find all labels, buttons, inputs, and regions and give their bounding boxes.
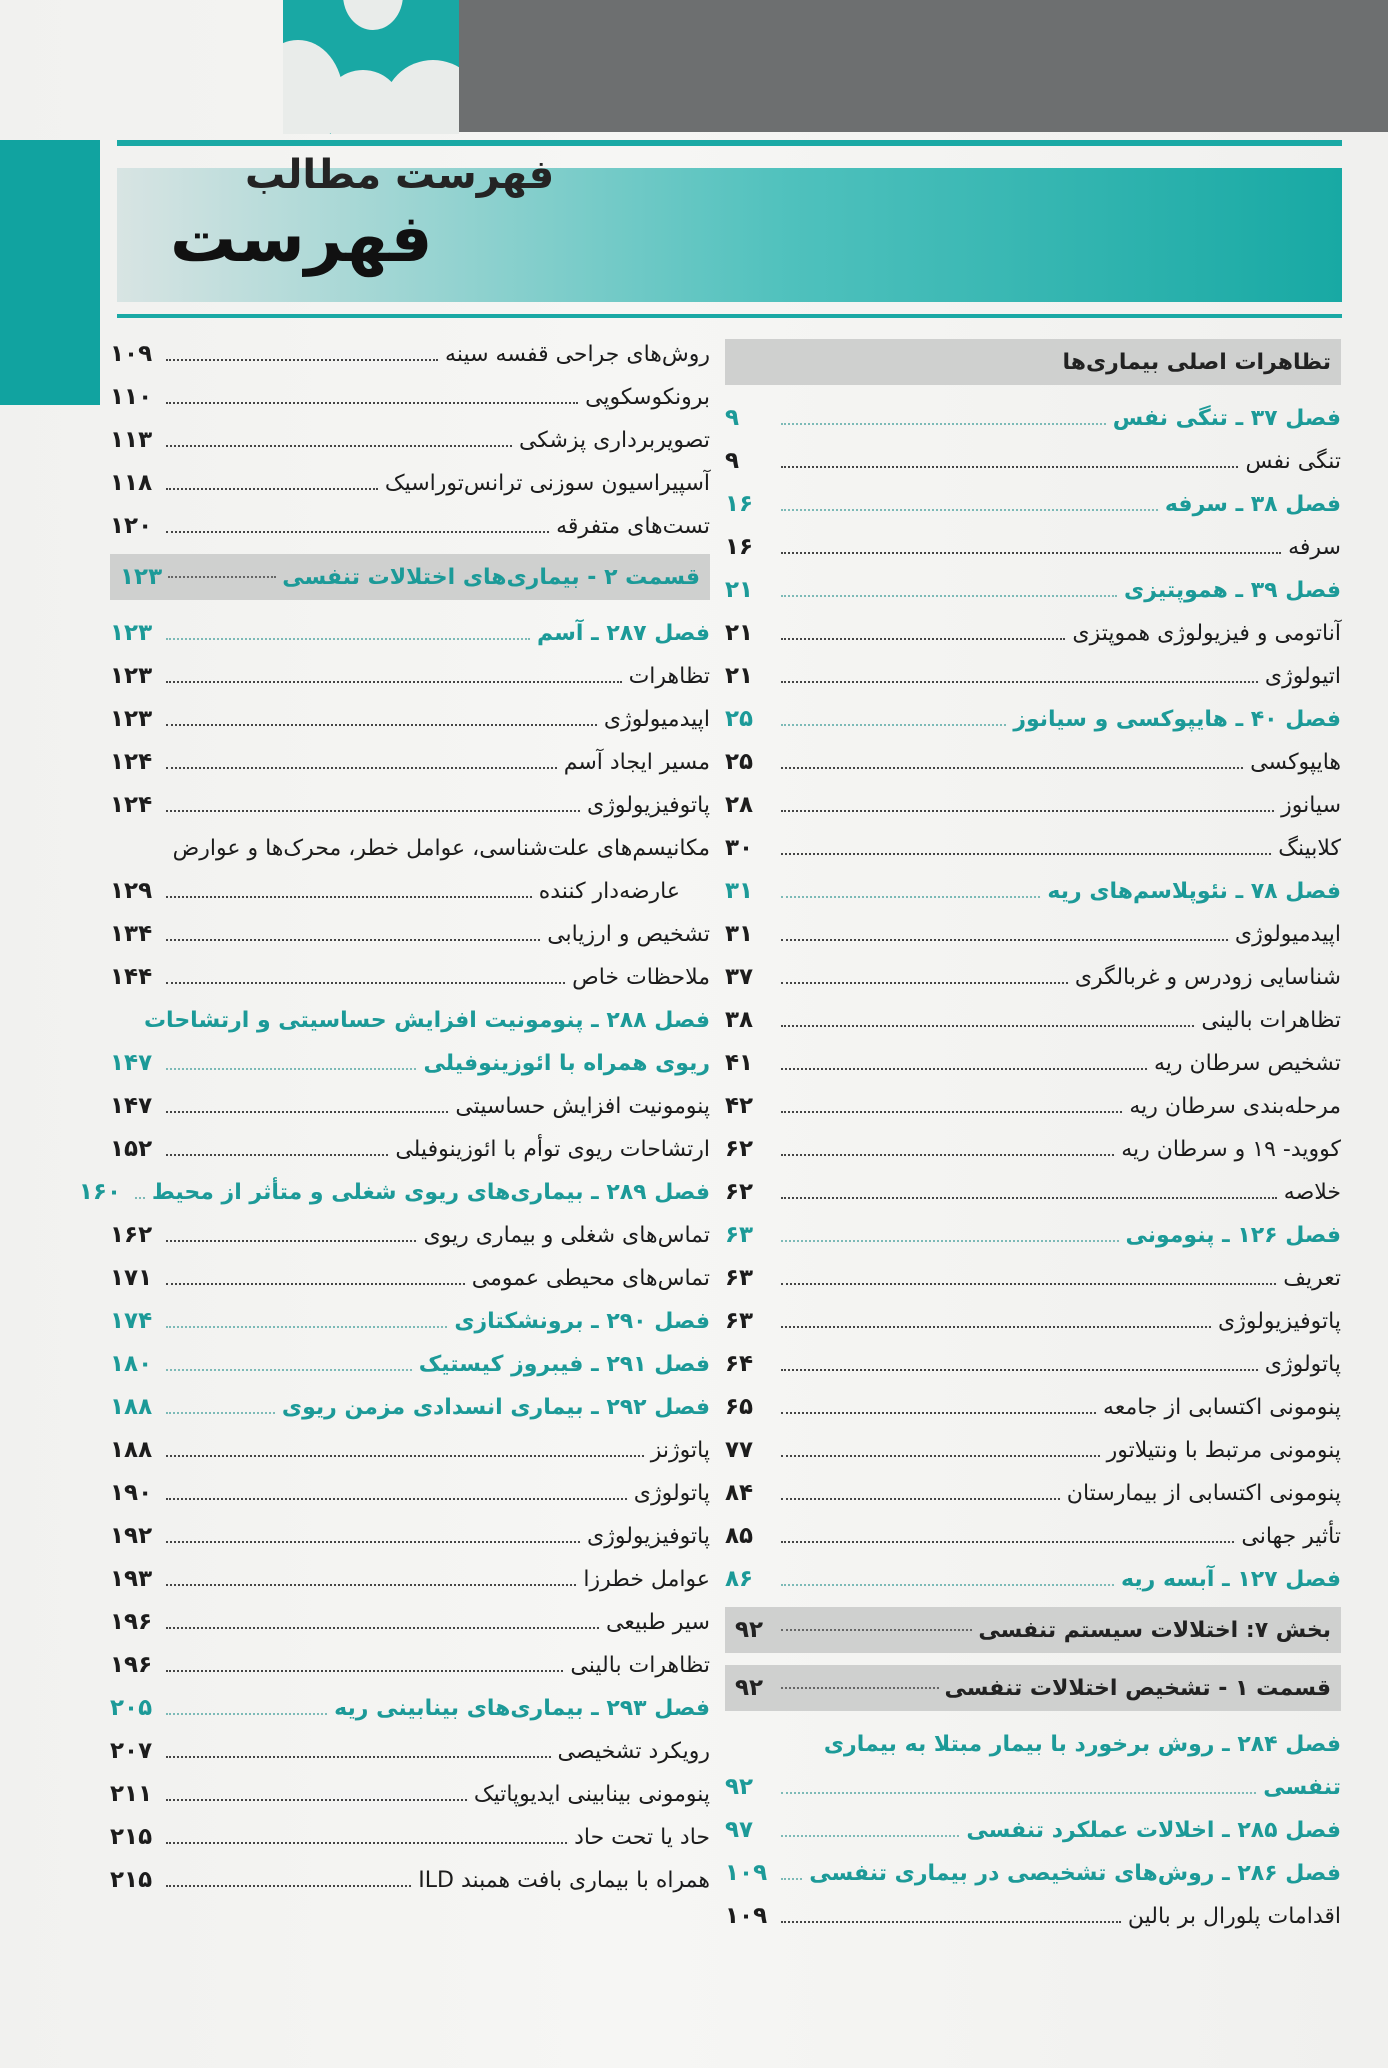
page-number: ۱۲۴ [110, 749, 153, 775]
toc-chapter-entry [725, 1214, 1341, 1257]
dot-leader [166, 1498, 627, 1500]
entry-title: فصل ۲۹۱ ـ فیبروز کیستیک [418, 1352, 710, 1377]
entry-title: عارضه‌دار کننده [538, 879, 680, 904]
toc-entry [725, 999, 1341, 1042]
entry-title: خلاصه [1283, 1180, 1341, 1205]
entry-title: فصل ۷۸ ـ نئوپلاسم‌های ریه [1047, 879, 1341, 904]
toc-entry [110, 655, 710, 698]
toc-entry [725, 612, 1341, 655]
toc-entry [110, 1128, 710, 1171]
toc-chapter-entry [725, 397, 1341, 440]
entry-title: سیانوز [1281, 793, 1341, 818]
dot-leader [781, 1584, 1114, 1586]
entry-title: پنومونیت افزایش حساسیتی [455, 1094, 710, 1119]
dot-leader [166, 1283, 465, 1285]
toc-entry [110, 1214, 710, 1257]
toc-chapter-entry [725, 1809, 1341, 1852]
toc-entry [725, 956, 1341, 999]
page-subtitle: فهرست مطالب [245, 152, 555, 198]
toc-entry [110, 1558, 710, 1601]
dot-leader [166, 1240, 416, 1242]
dot-leader [781, 939, 1228, 941]
entry-title: تنگی نفس [1245, 449, 1341, 474]
page-number: ۱۲۰ [110, 513, 153, 539]
toc-entry [725, 1300, 1341, 1343]
entry-title: تشخیص سرطان ریه [1153, 1051, 1341, 1076]
page-number: ۱۱۸ [110, 470, 153, 496]
entry-title: پاتولوژی [633, 1481, 710, 1506]
dot-leader [781, 509, 1158, 511]
entry-title: کووید- ۱۹ و سرطان ریه [1121, 1137, 1341, 1162]
toc-column-left [78, 333, 710, 1902]
section-title: بخش ۷: اختلالات سیستم تنفسی [978, 1617, 1331, 1643]
entry-title: پاتوژنز [650, 1438, 710, 1463]
toc-entry [725, 526, 1341, 569]
toc-entry [110, 1515, 710, 1558]
entry-title: تأثیر جهانی [1241, 1524, 1341, 1549]
toc-chapter-entry [110, 1343, 710, 1386]
dot-leader [166, 1756, 551, 1758]
toc-chapter-entry [725, 1852, 1341, 1895]
toc-entry [725, 1085, 1341, 1128]
page-number: ۱۷۱ [110, 1265, 153, 1291]
entry-title: اقدامات پلورال بر بالین [1127, 1904, 1341, 1929]
dot-leader [166, 1369, 412, 1371]
dot-leader [781, 1197, 1277, 1199]
toc-entry [725, 1257, 1341, 1300]
page-number: ۱۲۳ [110, 620, 153, 646]
toc-entry [110, 1601, 710, 1644]
toc-entry [725, 1171, 1341, 1214]
page-number: ۲۱۵ [110, 1824, 153, 1850]
page-number: ۱۹۶ [110, 1652, 153, 1678]
page-number: ۱۱۰ [110, 384, 153, 410]
dot-leader [781, 1283, 1276, 1285]
page-number: ۶۳ [725, 1308, 754, 1334]
dot-leader [781, 1111, 1122, 1113]
dot-leader [166, 1111, 448, 1113]
entry-title: پنومونی اکتسابی از بیمارستان [1066, 1481, 1341, 1506]
entry-title: تظاهرات [628, 664, 710, 689]
dot-leader [166, 402, 578, 404]
entry-title: ریوی همراه با ائوزینوفیلی [423, 1051, 710, 1076]
page-number: ۳۸ [725, 1007, 754, 1033]
toc-entry [110, 1429, 710, 1472]
entry-title: روش‌های جراحی قفسه سینه [445, 342, 710, 367]
dot-leader [781, 423, 1106, 425]
page-number: ۶۲ [725, 1179, 754, 1205]
entry-title: فصل ۲۹۰ ـ برونشکتازی [454, 1309, 710, 1334]
dot-leader [166, 445, 512, 447]
toc-entry [725, 1515, 1341, 1558]
toc-section-header [725, 339, 1341, 385]
section-title: قسمت ۲ - بیماری‌های اختلالات تنفسی [282, 564, 700, 590]
page-number: ۱۶ [725, 491, 754, 517]
page-number: ۱۷۴ [110, 1308, 153, 1334]
page-number: ۹۲ [735, 1617, 764, 1643]
toc-entry [110, 333, 710, 376]
dot-leader [781, 1326, 1211, 1328]
entry-title: رویکرد تشخیصی [557, 1739, 710, 1764]
top-decorative-image [283, 0, 459, 134]
toc-entry [110, 1730, 710, 1773]
toc-entry [110, 698, 710, 741]
page-number: ۱۶۰ [78, 1179, 121, 1205]
toc-section-header [725, 1665, 1341, 1711]
dot-leader [166, 724, 597, 726]
entry-title: تظاهرات بالینی [570, 1653, 710, 1678]
toc-entry [110, 376, 710, 419]
page-number: ۹ [725, 405, 740, 431]
page-number: ۱۹۲ [110, 1523, 153, 1549]
page-number: ۲۸ [725, 792, 754, 818]
dot-leader [166, 531, 549, 533]
page-number: ۹۲ [725, 1774, 754, 1800]
page-number: ۱۲۹ [110, 878, 153, 904]
entry-title: عوامل خطرزا [583, 1567, 710, 1592]
dot-leader [781, 1068, 1147, 1070]
toc-entry [110, 784, 710, 827]
dot-leader [166, 982, 565, 984]
toc-chapter-entry [725, 698, 1341, 741]
dot-leader [166, 896, 532, 898]
toc-chapter-entry [110, 1687, 710, 1730]
entry-title: سرفه [1288, 535, 1341, 560]
dot-leader [166, 1068, 416, 1070]
entry-title: مرحله‌بندی سرطان ریه [1129, 1094, 1341, 1119]
entry-title: اتیولوژی [1264, 664, 1341, 689]
dot-leader [781, 466, 1238, 468]
toc-chapter-entry [110, 1386, 710, 1429]
entry-title: تعریف [1283, 1266, 1341, 1291]
page-number: ۲۰۷ [110, 1738, 153, 1764]
toc-chapter-entry [725, 1766, 1341, 1809]
page-number: ۱۲۳ [110, 706, 153, 732]
page-number: ۱۴۷ [110, 1093, 153, 1119]
toc-column-right [725, 333, 1341, 1938]
page-number: ۲۱۱ [110, 1781, 153, 1807]
toc-entry [110, 741, 710, 784]
toc-entry [110, 462, 710, 505]
page-number: ۲۱ [725, 577, 754, 603]
dot-leader [781, 1240, 1119, 1242]
page-number: ۱۱۳ [110, 427, 153, 453]
entry-title: هایپوکسی [1250, 750, 1341, 775]
page-number: ۲۱ [725, 620, 754, 646]
page-number: ۲۵ [725, 706, 754, 732]
toc-chapter-entry [725, 870, 1341, 913]
page-number: ۶۲ [725, 1136, 754, 1162]
dot-leader [166, 359, 438, 361]
left-teal-tab [0, 140, 100, 405]
entry-title: آناتومی و فیزیولوژی هموپتزی [1072, 621, 1341, 646]
entry-title: شناسایی زودرس و غربالگری [1074, 965, 1341, 990]
entry-title: مسیر ایجاد آسم [563, 750, 710, 775]
toc-wrapped-line: فصل ۲۸۸ ـ پنومونیت افزایش حساسیتی و ارتشاحات [143, 1008, 710, 1033]
toc-chapter-entry [78, 1171, 710, 1214]
toc-entry [725, 827, 1341, 870]
toc-chapter-entry [725, 1558, 1341, 1601]
entry-title: پاتولوژی [1264, 1352, 1341, 1377]
dot-leader [781, 853, 1271, 855]
toc-entry [110, 1773, 710, 1816]
dot-leader [168, 576, 276, 578]
dot-leader [166, 1455, 644, 1457]
toc-entry [110, 1472, 710, 1515]
toc-entry [110, 956, 710, 999]
page-number: ۱۸۸ [110, 1394, 153, 1420]
toc-entry [110, 505, 710, 548]
dot-leader [166, 488, 378, 490]
dot-leader [166, 1627, 599, 1629]
toc-entry [110, 913, 710, 956]
entry-title: پاتوفیزیولوژی [1217, 1309, 1341, 1334]
dot-leader [781, 810, 1274, 812]
dot-leader [166, 638, 530, 640]
page-number: ۱۵۲ [110, 1136, 153, 1162]
toc-entry [725, 741, 1341, 784]
page-number: ۳۷ [725, 964, 754, 990]
page-number: ۸۴ [725, 1480, 754, 1506]
toc-wrapped-line: مکانیسم‌های علت‌شناسی، عوامل خطر، محرک‌ها و عوارض [172, 836, 710, 861]
page-title: فهرست [170, 200, 433, 277]
toc-chapter-entry [725, 483, 1341, 526]
toc-entry [725, 655, 1341, 698]
page-number: ۹ [725, 448, 740, 474]
page-number: ۶۴ [725, 1351, 754, 1377]
toc-entry [110, 1257, 710, 1300]
page-number: ۱۸۸ [110, 1437, 153, 1463]
entry-title: پاتوفیزیولوژی [586, 1524, 710, 1549]
entry-title: حاد یا تحت حاد [574, 1825, 710, 1850]
entry-title: فصل ۲۸۹ ـ بیماری‌های ریوی شغلی و متأثر از محیط [151, 1180, 710, 1205]
toc-section-header [725, 1607, 1341, 1653]
page-number: ۲۵ [725, 749, 754, 775]
page-number: ۱۰۹ [110, 341, 153, 367]
dot-leader [781, 1412, 1096, 1414]
entry-title: ملاحظات خاص [572, 965, 710, 990]
dot-leader [135, 1197, 145, 1199]
dot-leader [781, 552, 1281, 554]
entry-title: سیر طبیعی [606, 1610, 710, 1635]
dot-leader [166, 1670, 563, 1672]
entry-title: برونکوسکوپی [585, 385, 710, 410]
toc-entry [110, 1859, 710, 1902]
dot-leader [781, 1921, 1121, 1923]
header-top-rule [117, 140, 1342, 146]
dot-leader [781, 1541, 1234, 1543]
entry-title: فصل ۲۸۶ ـ روش‌های تشخیصی در بیماری تنفسی [809, 1861, 1341, 1886]
dot-leader [781, 896, 1040, 898]
dot-leader [781, 767, 1243, 769]
entry-title: فصل ۲۸۷ ـ آسم [537, 621, 710, 646]
entry-title: تشخیص و ارزیابی [547, 922, 710, 947]
dot-leader [166, 1584, 576, 1586]
page-number: ۶۳ [725, 1265, 754, 1291]
toc-entry [110, 870, 710, 913]
header-bottom-rule [117, 314, 1342, 318]
entry-title: تماس‌های شغلی و بیماری ریوی [423, 1223, 710, 1248]
page-number: ۴۲ [725, 1093, 754, 1119]
dot-leader [781, 638, 1065, 640]
dot-leader [781, 1792, 1256, 1794]
page-number: ۲۱ [725, 663, 754, 689]
dot-leader [166, 1326, 447, 1328]
section-title: قسمت ۱ - تشخیص اختلالات تنفسی [944, 1675, 1331, 1701]
entry-title: ILD همراه با بیماری بافت همبند [418, 1868, 710, 1893]
page-number: ۱۲۳ [110, 663, 153, 689]
page-number: ۱۲۳ [120, 564, 163, 590]
page-number: ۴۱ [725, 1050, 754, 1076]
entry-title: فصل ۳۹ ـ هموپتیزی [1124, 578, 1341, 603]
entry-title: تظاهرات بالینی [1201, 1008, 1341, 1033]
page-number: ۷۷ [725, 1437, 754, 1463]
page-number: ۶۵ [725, 1394, 754, 1420]
dot-leader [781, 681, 1258, 683]
toc-chapter-entry [110, 612, 710, 655]
toc-chapter-entry [110, 1300, 710, 1343]
entry-title: تست‌های متفرقه [556, 514, 710, 539]
dot-leader [781, 1369, 1258, 1371]
page-number: ۳۱ [725, 921, 754, 947]
page-number: ۱۶ [725, 534, 754, 560]
toc-entry [110, 1085, 710, 1128]
page-number: ۱۸۰ [110, 1351, 153, 1377]
entry-title: فصل ۳۸ ـ سرفه [1164, 492, 1341, 517]
toc-entry [725, 1386, 1341, 1429]
dot-leader [781, 1687, 939, 1689]
toc-chapter-entry [110, 1042, 710, 1085]
toc-entry [725, 1042, 1341, 1085]
toc-entry [110, 1816, 710, 1859]
entry-title: پنومونی بینابینی ایدیوپاتیک [473, 1782, 710, 1807]
entry-title: فصل ۳۷ ـ تنگی نفس [1112, 406, 1341, 431]
entry-title: فصل ۲۹۳ ـ بیماری‌های بینابینی ریه [334, 1696, 710, 1721]
toc-entry [725, 1128, 1341, 1171]
dot-leader [781, 1629, 972, 1631]
entry-title: کلابینگ [1278, 836, 1341, 861]
toc-entry [725, 1429, 1341, 1472]
page-number: ۸۵ [725, 1523, 754, 1549]
dot-leader [781, 1878, 802, 1880]
dot-leader [166, 767, 557, 769]
entry-title: فصل ۱۲۶ ـ پنومونی [1125, 1223, 1341, 1248]
page-number: ۱۹۰ [110, 1480, 153, 1506]
entry-title: تماس‌های محیطی عمومی [471, 1266, 710, 1291]
dot-leader [166, 1799, 467, 1801]
dot-leader [781, 1498, 1060, 1500]
dot-leader [781, 1154, 1114, 1156]
page-number: ۹۲ [735, 1675, 764, 1701]
dot-leader [781, 1455, 1100, 1457]
dot-leader [166, 1412, 275, 1414]
page-number: ۶۳ [725, 1222, 754, 1248]
toc-chapter-entry [725, 569, 1341, 612]
entry-title: اپیدمیولوژی [603, 707, 710, 732]
dot-leader [781, 982, 1068, 984]
page-number: ۱۴۴ [110, 964, 153, 990]
section-title: تظاهرات اصلی بیماری‌ها [1062, 349, 1331, 375]
page-number: ۳۰ [725, 835, 754, 861]
dot-leader [166, 681, 622, 683]
toc-wrapped-line: فصل ۲۸۴ ـ روش برخورد با بیمار مبتلا به بیماری [823, 1732, 1341, 1757]
toc-entry [725, 913, 1341, 956]
entry-title: فصل ۴۰ ـ هایپوکسی و سیانوز [1013, 707, 1341, 732]
page-number: ۱۹۶ [110, 1609, 153, 1635]
toc-entry [725, 1343, 1341, 1386]
entry-title: پنومونی مرتبط با ونتیلاتور [1106, 1438, 1341, 1463]
page-number: ۸۶ [725, 1566, 754, 1592]
entry-title: اپیدمیولوژی [1234, 922, 1341, 947]
dot-leader [781, 595, 1117, 597]
dot-leader [166, 1842, 567, 1844]
top-grey-bar [455, 0, 1388, 132]
entry-title: فصل ۲۹۲ ـ بیماری انسدادی مزمن ریوی [281, 1395, 710, 1420]
entry-title: ارتشاحات ریوی توأم با ائوزینوفیلی [395, 1137, 710, 1162]
page-number: ۲۰۵ [110, 1695, 153, 1721]
dot-leader [166, 939, 540, 941]
toc-section-header [110, 554, 710, 600]
toc-entry [725, 1895, 1341, 1938]
entry-title: پنومونی اکتسابی از جامعه [1103, 1395, 1341, 1420]
toc-entry [110, 419, 710, 462]
entry-title: فصل ۲۸۵ ـ اخلالات عملکرد تنفسی [966, 1818, 1341, 1843]
page-number: ۱۲۴ [110, 792, 153, 818]
page-number: ۹۷ [725, 1817, 754, 1843]
page-number: ۱۴۷ [110, 1050, 153, 1076]
entry-title: فصل ۱۲۷ ـ آبسه ریه [1121, 1567, 1341, 1592]
toc-entry [725, 1472, 1341, 1515]
dot-leader [781, 1835, 959, 1837]
page-number: ۱۰۹ [725, 1903, 768, 1929]
dot-leader [166, 1713, 327, 1715]
entry-title: تصویربرداری پزشکی [518, 428, 710, 453]
dot-leader [166, 1885, 411, 1887]
toc-entry [725, 440, 1341, 483]
page-number: ۲۱۵ [110, 1867, 153, 1893]
entry-title: پاتوفیزیولوژی [586, 793, 710, 818]
entry-title: آسپیراسیون سوزنی ترانس‌توراسیک [384, 471, 710, 496]
page-number: ۱۹۳ [110, 1566, 153, 1592]
page-number: ۱۳۴ [110, 921, 153, 947]
dot-leader [166, 810, 580, 812]
entry-title: تنفسی [1263, 1775, 1341, 1800]
page-number: ۱۰۹ [725, 1860, 768, 1886]
dot-leader [781, 724, 1006, 726]
page-number: ۱۶۲ [110, 1222, 153, 1248]
dot-leader [166, 1154, 388, 1156]
toc-entry [725, 784, 1341, 827]
dot-leader [166, 1541, 580, 1543]
dot-leader [781, 1025, 1194, 1027]
toc-entry [110, 1644, 710, 1687]
page-number: ۳۱ [725, 878, 754, 904]
